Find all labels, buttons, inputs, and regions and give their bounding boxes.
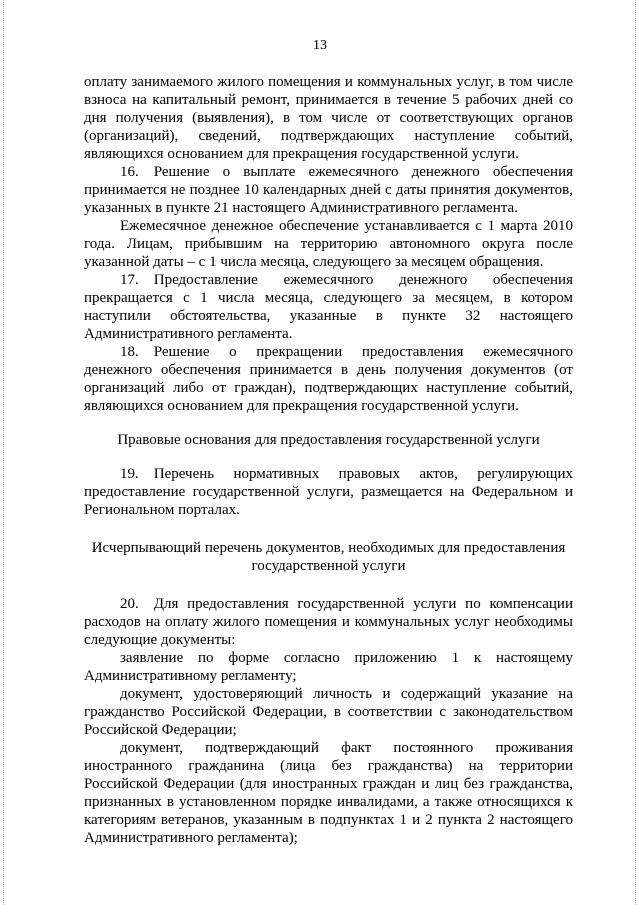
page-number: 13 xyxy=(313,38,327,53)
list-item-residence-document: документ, подтверждающий факт постоянного проживания иностранного гражданина (лица без гражданства) на территории Российской Федерации (для иностранных граждан и лиц без гражданства, признанных в установленном порядке инвалидами, а также относящихся к категориям ветеранов, указанным в подпунктах 1 и 2 пункта 2 настоящего Административного регламента); xyxy=(84,740,573,846)
paragraph-19: 19. Перечень нормативных правовых актов, регулирующих предоставление государственной услуги, размещается на Федеральном и Региональном порталах. xyxy=(84,466,573,518)
list-item-identity-document: документ, удостоверяющий личность и содержащий указание на гражданство Российской Федерации, в соответствии с законодательством Российской Федерации; xyxy=(84,686,573,738)
paragraph-16: 16. Решение о выплате ежемесячного денежного обеспечения принимается не позднее 10 календарных дней с даты принятия документов, указанных в пункте 21 настоящего Административного регламента. xyxy=(84,164,573,216)
paragraph-monthly-provision: Ежемесячное денежное обеспечение устанавливается с 1 марта 2010 года. Лицам, прибывшим на территорию автономного округа после указанной даты – с 1 числа месяца, следующего за месяцем обращения. xyxy=(84,218,573,270)
section-heading-legal-basis: Правовые основания для предоставления государственной услуги xyxy=(117,432,540,448)
paragraph-17: 17. Предоставление ежемесячного денежного обеспечения прекращается с 1 числа месяца, следующего за месяцем, в котором наступили обстоятельства, указанные в пункте 32 настоящего Административного регламента. xyxy=(84,272,573,342)
list-item-application: заявление по форме согласно приложению 1 к настоящему Административному регламенту; xyxy=(84,650,573,684)
scan-edge-right xyxy=(635,0,636,905)
paragraph-20: 20. Для предоставления государственной услуги по компенсации расходов на оплату жилого помещения и коммунальных услуг необходимы следующие документы: xyxy=(84,596,573,648)
document-body xyxy=(84,73,573,847)
scan-edge-left xyxy=(3,0,4,905)
section-heading-documents-list: Исчерпывающий перечень документов, необходимых для предоставления государственной услуги xyxy=(91,540,566,574)
paragraph-18: 18. Решение о прекращении предоставления ежемесячного денежного обеспечения принимается в день получения документов (от организаций либо от граждан), подтверждающих наступление событий, являющихся основанием для прекращения государственной услуги. xyxy=(84,344,573,414)
paragraph-continuation: оплату занимаемого жилого помещения и коммунальных услуг, в том числе взноса на капитальный ремонт, принимается в течение 5 рабочих дней со дня получения (выявления), в том числе от соответствующих органов (организаций), сведений, подтверждающих наступление событий, являющихся основанием для прекращения государственной услуги. xyxy=(84,74,573,162)
